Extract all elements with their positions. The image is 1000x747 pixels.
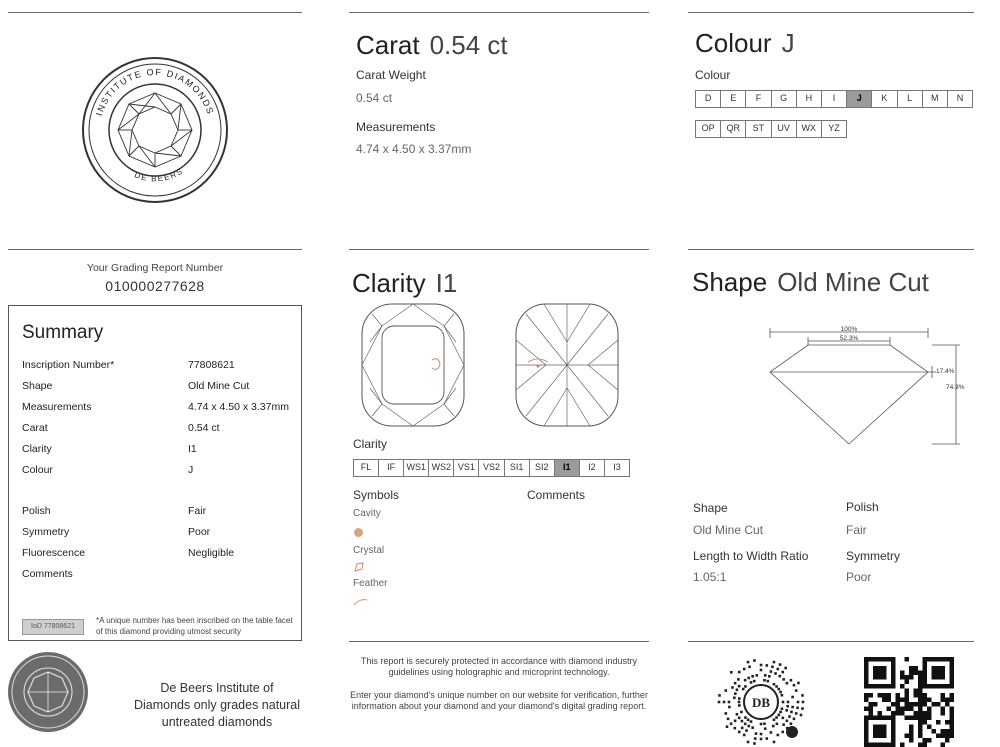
polish-label: Polish <box>846 500 879 514</box>
inscription-tag: IoD 77808621 <box>22 619 84 635</box>
hologram-seal <box>6 650 90 734</box>
summary-row <box>22 500 292 521</box>
grade-cell: I <box>822 91 847 107</box>
colour-grade-scale-2 <box>695 120 847 138</box>
db-logo-text: DB <box>751 695 771 710</box>
summary-value: Fair <box>188 504 207 517</box>
comments-label: Comments <box>527 488 586 502</box>
symbols-label: Symbols <box>353 488 400 502</box>
summary-title: Summary <box>22 322 104 343</box>
bottom-rule-col2 <box>349 641 649 642</box>
grade-cell: VS2 <box>479 460 504 476</box>
grade-cell: H <box>797 91 822 107</box>
grade-cell: E <box>721 91 746 107</box>
summary-row <box>22 542 292 563</box>
measurements-label: Measurements <box>356 120 436 134</box>
measurements-value: 4.74 x 4.50 x 3.37mm <box>356 142 472 156</box>
clarity-plot-pavilion <box>514 302 620 428</box>
logo-bottom-text: DE BEERS <box>133 166 186 184</box>
summary-key: Fluorescence <box>22 546 86 559</box>
grade-cell: WS1 <box>404 460 429 476</box>
security-text-2: Enter your diamond's unique number on our website for verification, further information about your diamond and your diamond's digital grading report. <box>350 690 648 711</box>
grade-cell: I3 <box>613 462 621 472</box>
logo-top-text: INSTITUTE OF DIAMONDS <box>94 66 216 117</box>
summary-row <box>22 521 292 542</box>
clarity-heading-value: I1 <box>435 268 458 298</box>
grade-cell: I2 <box>580 460 605 476</box>
grade-cell: K <box>872 91 897 107</box>
summary-value: J <box>188 463 194 476</box>
grade-cell: F <box>746 91 771 107</box>
carat-weight-label: Carat Weight <box>356 68 426 82</box>
summary-key: Polish <box>22 504 51 517</box>
grade-cell: M <box>923 91 948 107</box>
polish-value: Fair <box>846 523 867 537</box>
profile-diagram <box>760 322 975 450</box>
crystal-icon <box>353 561 365 573</box>
institute-logo <box>80 55 230 205</box>
summary-row <box>22 459 292 480</box>
cavity-icon <box>354 528 363 537</box>
db-dotcode <box>712 652 810 747</box>
colour-heading-value: J <box>781 28 795 58</box>
summary-key: Colour <box>22 463 53 476</box>
symmetry-value: Poor <box>846 570 872 584</box>
top-rule-col1 <box>8 12 302 13</box>
shape-value: Old Mine Cut <box>693 523 764 537</box>
colour-scale-label: Colour <box>695 68 731 82</box>
top-rule-col2 <box>349 12 649 13</box>
carat-title: Carat <box>356 30 420 60</box>
summary-table <box>22 354 292 584</box>
dim-table: 52.3% <box>839 335 859 342</box>
clarity-plot-crown <box>360 302 466 428</box>
summary-row <box>22 438 292 459</box>
grade-cell: YZ <box>828 123 840 133</box>
bottom-rule-col3 <box>688 641 974 642</box>
summary-key: Clarity <box>22 442 52 455</box>
summary-spacer <box>22 480 292 500</box>
dim-total-width: 100% <box>840 326 858 333</box>
summary-row <box>22 375 292 396</box>
lw-ratio-value: 1.05:1 <box>693 570 727 584</box>
grade-cell: WS2 <box>429 460 454 476</box>
summary-value: Old Mine Cut <box>188 379 250 392</box>
summary-key: Comments <box>22 567 73 580</box>
grade-cell: I1 <box>555 460 580 476</box>
summary-key: Carat <box>22 421 48 434</box>
grade-cell: L <box>898 91 923 107</box>
shape-heading-value: Old Mine Cut <box>777 267 929 297</box>
summary-row <box>22 396 292 417</box>
inscription-footnote: *A unique number has been inscribed on the table facet of this diamond providing utmost security <box>96 616 293 636</box>
symbol-cavity-label: Cavity <box>353 508 381 519</box>
summary-row <box>22 354 292 375</box>
clarity-heading <box>352 268 457 299</box>
seal-text: De Beers Institute of Diamonds only grades natural untreated diamonds <box>133 681 301 729</box>
summary-value: 4.74 x 4.50 x 3.37mm <box>188 400 289 413</box>
summary-key: Inscription Number* <box>22 358 115 371</box>
grade-cell: SI1 <box>505 460 530 476</box>
symmetry-label: Symmetry <box>846 549 900 563</box>
colour-heading <box>695 28 795 59</box>
carat-heading-value: 0.54 ct <box>429 30 508 60</box>
feather-icon <box>353 597 369 607</box>
mid-rule-col1 <box>8 249 302 250</box>
dim-crown: 17.4% <box>936 368 955 375</box>
grade-cell: J <box>847 91 872 107</box>
carat-heading <box>356 30 508 61</box>
carat-weight-value: 0.54 ct <box>356 91 393 105</box>
clarity-grade-scale <box>353 459 630 477</box>
summary-value: Poor <box>188 525 211 538</box>
summary-value: Negligible <box>188 546 235 559</box>
top-rule-col3 <box>688 12 974 13</box>
summary-value: I1 <box>188 442 197 455</box>
grade-cell: ST <box>746 121 771 137</box>
summary-key: Measurements <box>22 400 92 413</box>
grade-cell: SI2 <box>530 460 555 476</box>
qr-code[interactable] <box>864 657 954 747</box>
summary-key: Symmetry <box>22 525 70 538</box>
grade-cell: OP <box>696 121 721 137</box>
dim-depth: 74.9% <box>946 384 965 391</box>
grade-cell: QR <box>721 121 746 137</box>
shape-heading <box>692 267 929 298</box>
clarity-scale-label: Clarity <box>353 437 388 451</box>
clarity-title: Clarity <box>352 268 426 298</box>
shape-title: Shape <box>692 267 768 297</box>
grade-cell: N <box>956 93 964 103</box>
colour-grade-scale-1 <box>695 90 973 108</box>
grade-cell: WX <box>797 121 822 137</box>
grade-cell: G <box>772 91 797 107</box>
report-number-label: Your Grading Report Number <box>86 262 224 274</box>
grade-cell: D <box>696 91 721 107</box>
shape-label: Shape <box>693 501 728 515</box>
mid-rule-col3 <box>688 249 974 250</box>
report-number: 010000277628 <box>105 278 205 294</box>
summary-key: Shape <box>22 379 53 392</box>
summary-value: 0.54 ct <box>188 421 220 434</box>
grade-cell: FL <box>354 460 379 476</box>
grade-cell: VS1 <box>454 460 479 476</box>
summary-value: 77808621 <box>188 358 235 371</box>
colour-title: Colour <box>695 28 772 58</box>
security-text-1: This report is securely protected in accordance with diamond industry guidelines using holographic and microprint technology. <box>360 656 638 677</box>
lw-ratio-label: Length to Width Ratio <box>693 549 809 563</box>
grade-cell: IF <box>379 460 404 476</box>
summary-row <box>22 563 292 584</box>
summary-box <box>8 305 302 641</box>
symbol-crystal-label: Crystal <box>353 545 385 556</box>
summary-row <box>22 417 292 438</box>
mid-rule-col2 <box>349 249 649 250</box>
grade-cell: UV <box>772 121 797 137</box>
symbol-feather-label: Feather <box>353 578 388 589</box>
